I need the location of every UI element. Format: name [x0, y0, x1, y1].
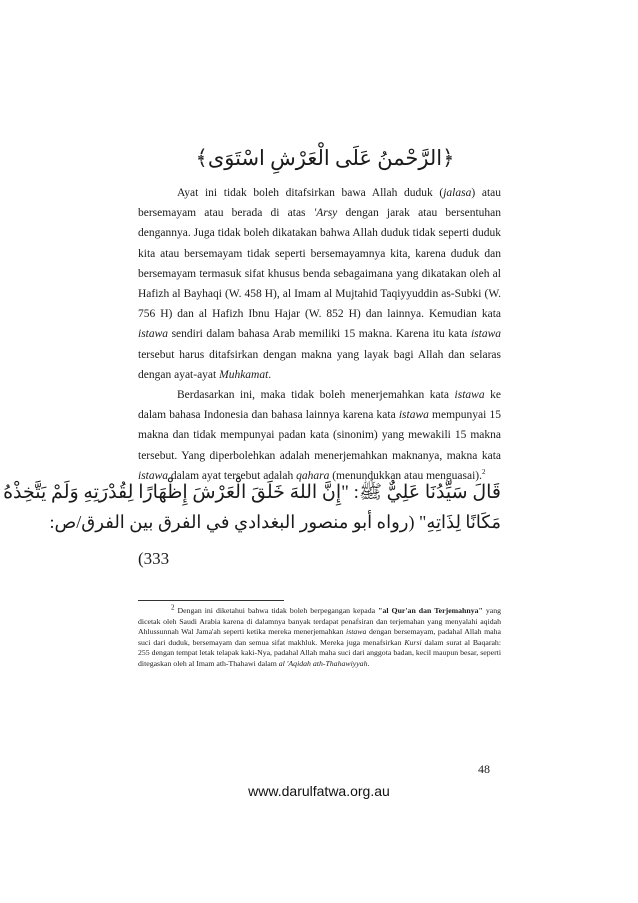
text-run: Berdasarkan ini, maka tidak boleh menerjemahkan kata	[177, 389, 455, 402]
footnote	[138, 603, 502, 670]
italic-term: Muhkamat	[219, 368, 269, 381]
text-run: yang dicetak oleh Saudi Arabia karena di dalamnya banyak terdapat penafsiran dan terjemahan yang menyalahi aqidah Ahlussunnah Wal Jama'ah seperti ketika mereka menerjemahkan	[138, 606, 502, 637]
text-run: dalam ayat tersebut adalah	[168, 469, 297, 482]
bold-title: "al Qur'an dan Terjemahnya"	[378, 606, 483, 615]
text-run: (menundukkan atau menguasai).	[329, 469, 482, 482]
footnote-divider	[138, 600, 284, 601]
page-number: 48	[478, 762, 490, 776]
text-run: Ayat ini tidak boleh ditafsirkan bawa Allah duduk (	[177, 187, 444, 199]
text-run: dalam surat al Baqarah: 255 dengan tempat letak telapak kaki-Nya, padahal Allah maha suci dari anggota badan, kecil maupun besar, seperti ditegaskan oleh al Imam ath-Thahawi dalam	[138, 637, 501, 668]
main-text	[138, 183, 501, 486]
italic-term: Kursi	[404, 637, 422, 647]
italic-term: al 'Aqidah ath-Thahawiyyah	[278, 658, 368, 668]
italic-term: istawa	[346, 627, 367, 637]
italic-term: istawa	[454, 389, 485, 402]
italic-term: istawa	[398, 409, 429, 422]
footnote-text	[138, 603, 502, 670]
footnote-number: 2	[171, 603, 175, 612]
text-run: mempunyai 15 makna dan tidak mempunyai padan kata (sinonim) yang mewakili 15 makna tersebut. Yang diperbolehkan adalah menerjemahkan maknanya, makna kata	[138, 409, 502, 462]
text-run: dengan bersemayam, padahal Allah maha suci dari duduk, bersemayam dan semua sifat makhluk. Mereka juga menafsirkan	[138, 627, 501, 647]
footnote-reference: 2	[481, 468, 486, 477]
website-link[interactable]: www.darulfatwa.org.au	[248, 783, 390, 799]
italic-term: jalasa	[443, 187, 472, 199]
italic-term: qahara	[296, 469, 330, 482]
hadith-line-2: مَكَانًا لِذَاتِهِ" (رواه أبو منصور البغدادي في الفرق بين الفرق/ص:	[49, 512, 501, 532]
text-run: ke dalam bahasa Indonesia dan bahasa lainnya karena kata	[138, 389, 502, 422]
paragraph-2	[138, 385, 501, 486]
text-run: tersebut harus ditafsirkan dengan makna yang layak bagi Allah dan selaras dengan ayat-ayat	[138, 348, 501, 381]
italic-term: istawa	[138, 328, 169, 341]
text-run: dengan jarak atau bersentuhan dengannya. Juga tidak boleh dikatakan bahwa Allah duduk tidak seperti duduk kita atau bersemayam tidak seperti bersemayamnya kita, karena duduk dan bersemayam termasuk sifat khusus benda sebagaimana yang dikatakan oleh al Hafizh al Bayhaqi (W. 458 H), al Imam al Mujtahid Taqiyyuddin as-Subki (W. 756 H) dan al Hafizh Ibnu Hajar (W. 852 H) dan lainnya. Kemudian kata	[138, 207, 501, 321]
hadith-line-3: (333	[138, 549, 170, 568]
text-run: Dengan ini diketahui bahwa tidak boleh berpegangan kepada	[174, 606, 379, 615]
hadith-line-1: قَالَ سَيِّدُنَا عَلِيٌّ ﷺ: "إِنَّ اللهَ خَلَقَ الْعَرْشَ إِظْهَارًا لِقُدْرَتِهِ وَلَمْ يَتَّخِذْهُ	[3, 482, 501, 503]
italic-term: istawa	[138, 469, 169, 482]
text-run: .	[268, 368, 272, 381]
text-run: sendiri dalam bahasa Arab memiliki 15 makna. Karena itu kata	[168, 328, 471, 341]
italic-term: 'Arsy	[313, 207, 338, 220]
quran-verse-heading: ﴿الرَّحْمنُ عَلَى الْعَرْشِ اسْتَوَى﴾	[195, 146, 455, 170]
text-run: .	[367, 658, 370, 668]
italic-term: istawa	[470, 328, 501, 341]
text-run: ) atau bersemayam atau berada di atas	[138, 187, 502, 220]
paragraph-1	[138, 183, 501, 385]
